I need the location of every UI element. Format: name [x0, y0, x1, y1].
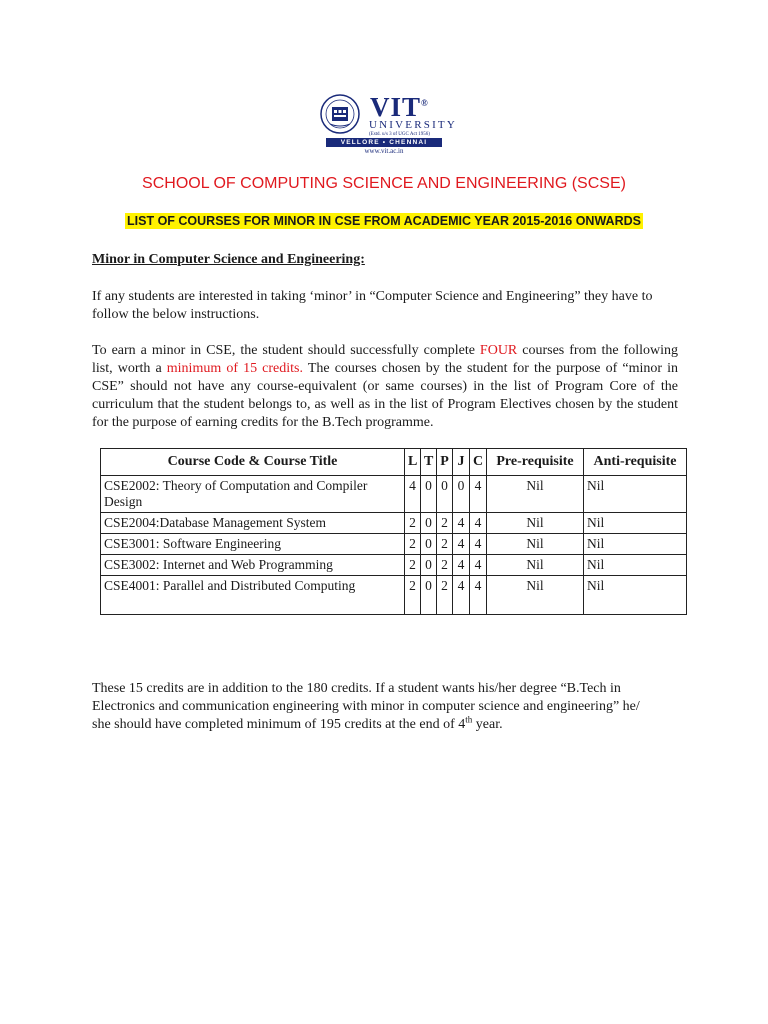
cell-p: 0: [437, 476, 453, 513]
list-title-text: LIST OF COURSES FOR MINOR IN CSE FROM ACADEMIC YEAR 2015-2016 ONWARDS: [127, 214, 641, 228]
cell-j: 4: [453, 513, 470, 534]
course-title: CSE2002: Theory of Computation and Compiler Design: [101, 476, 405, 513]
course-title: CSE3001: Software Engineering: [101, 534, 405, 555]
logo-subtitle: UNIVERSITY: [369, 119, 457, 131]
university-seal-icon: [320, 94, 360, 134]
header-p: P: [437, 449, 453, 476]
header-t: T: [421, 449, 437, 476]
requirements-paragraph: To earn a minor in CSE, the student should successfully complete FOUR courses from the following list, worth a minimum of 15 credits. The courses chosen by the student for the purpose of “minor in CSE” should not have any course-equivalent (or same courses) in the list of Program Core of the curriculum that the student belongs to, as well as in the list of Program Electives chosen by the student for the purpose of earning credits for the B.Tech programme.: [92, 343, 678, 430]
cell-prerequisite: Nil: [487, 476, 584, 513]
cell-l: 2: [405, 576, 421, 615]
logo-estd: (Estd. u/s 3 of UGC Act 1956): [369, 132, 430, 137]
header-c: C: [470, 449, 487, 476]
vit-logo: [320, 92, 457, 158]
school-title: SCHOOL OF COMPUTING SCIENCE AND ENGINEERING (SCSE): [142, 175, 626, 192]
cell-p: 2: [437, 534, 453, 555]
credits-paragraph: These 15 credits are in addition to the 180 credits. If a student wants his/her degree “B.Tech in Electronics and communication engineering with minor in computer science and engineering” he/ she should have completed minimum of 195 credits at the end of 4th year.: [92, 681, 640, 732]
cell-l: 4: [405, 476, 421, 513]
cell-j: 0: [453, 476, 470, 513]
header-antirequisite: Anti-requisite: [584, 449, 687, 476]
cell-t: 0: [421, 534, 437, 555]
course-title: CSE3002: Internet and Web Programming: [101, 555, 405, 576]
cell-t: 0: [421, 576, 437, 615]
cell-prerequisite: Nil: [487, 513, 584, 534]
logo-campuses: VELLORE • CHENNAI: [326, 138, 442, 147]
table-row: [101, 513, 687, 534]
table-row: [101, 534, 687, 555]
cell-l: 2: [405, 534, 421, 555]
cell-j: 4: [453, 534, 470, 555]
section-heading: Minor in Computer Science and Engineering:: [92, 252, 365, 267]
cell-t: 0: [421, 555, 437, 576]
cell-antirequisite: Nil: [584, 476, 687, 513]
table-row: [101, 476, 687, 513]
logo-url: www.vit.ac.in: [364, 147, 404, 155]
list-title: [0, 212, 768, 230]
course-title: CSE4001: Parallel and Distributed Computing: [101, 576, 405, 615]
cell-antirequisite: Nil: [584, 534, 687, 555]
table-row: [101, 576, 687, 615]
table-row: [101, 555, 687, 576]
course-title: CSE2004:Database Management System: [101, 513, 405, 534]
highlight-four: FOUR: [479, 343, 518, 358]
cell-antirequisite: Nil: [584, 576, 687, 615]
cell-antirequisite: Nil: [584, 513, 687, 534]
cell-p: 2: [437, 513, 453, 534]
courses-table: [100, 448, 687, 615]
cell-l: 2: [405, 513, 421, 534]
cell-l: 2: [405, 555, 421, 576]
cell-c: 4: [470, 576, 487, 615]
cell-j: 4: [453, 576, 470, 615]
cell-c: 4: [470, 534, 487, 555]
header-course: Course Code & Course Title: [101, 449, 405, 476]
cell-p: 2: [437, 576, 453, 615]
header-prerequisite: Pre-requisite: [487, 449, 584, 476]
header-l: L: [405, 449, 421, 476]
cell-antirequisite: Nil: [584, 555, 687, 576]
cell-c: 4: [470, 555, 487, 576]
intro-paragraph: If any students are interested in taking ‘minor’ in “Computer Science and Engineering” they have to follow the below instructions.: [92, 289, 653, 322]
cell-t: 0: [421, 476, 437, 513]
logo-name: VIT®: [370, 92, 429, 122]
cell-p: 2: [437, 555, 453, 576]
highlight-min-credits: minimum of 15 credits.: [166, 361, 303, 376]
header-j: J: [453, 449, 470, 476]
cell-prerequisite: Nil: [487, 555, 584, 576]
cell-c: 4: [470, 513, 487, 534]
table-header-row: [101, 449, 687, 476]
cell-prerequisite: Nil: [487, 576, 584, 615]
cell-c: 4: [470, 476, 487, 513]
cell-j: 4: [453, 555, 470, 576]
cell-prerequisite: Nil: [487, 534, 584, 555]
cell-t: 0: [421, 513, 437, 534]
